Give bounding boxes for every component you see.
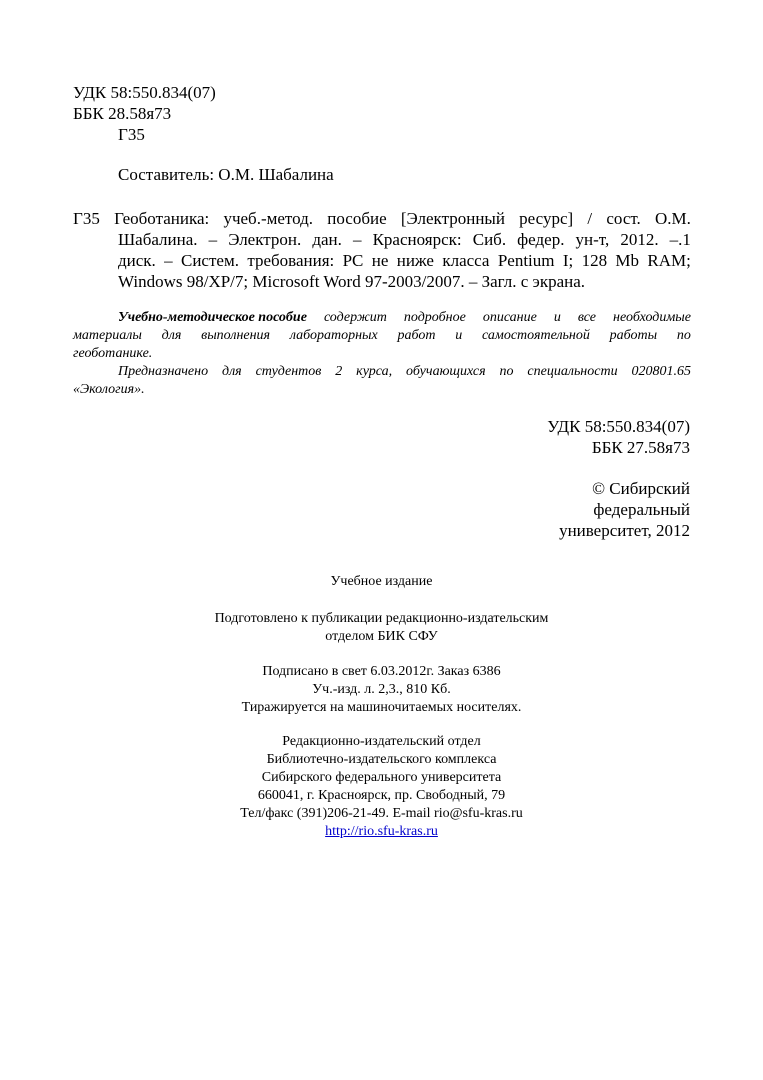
copyright-line-3: университет, 2012 xyxy=(559,521,690,540)
signed-line: Подписано в свет 6.03.2012г. Заказ 6386 xyxy=(262,664,501,679)
annotation-word: 2 xyxy=(335,364,343,379)
biblio-word: не xyxy=(371,251,389,270)
biblio-word: федер. xyxy=(517,230,565,249)
biblio-word: [Электронный xyxy=(400,209,505,228)
biblio-word: 2012. xyxy=(620,230,659,249)
annotation-word: и xyxy=(455,328,463,343)
biblio-word: Сиб. xyxy=(472,230,507,249)
biblio-word: Электрон. xyxy=(228,230,302,249)
copyright-line-1: © Сибирский xyxy=(592,479,690,498)
biblio-word: ресурс] xyxy=(519,209,574,228)
biblio-word: / xyxy=(587,209,593,228)
udc-block-right xyxy=(547,416,690,458)
biblio-word: PC xyxy=(342,251,364,270)
publication-block xyxy=(0,663,763,717)
biblio-word: 128 xyxy=(581,251,608,270)
author-sign: Г35 xyxy=(118,125,145,144)
annotation-text: «Экология». xyxy=(73,382,145,397)
annotation-word: студентов xyxy=(255,364,322,379)
biblio-word: Систем. xyxy=(181,251,239,270)
annotation-word: необходимые xyxy=(613,310,691,325)
annotation-line-1 xyxy=(73,309,691,327)
biblio-code: Г35 xyxy=(73,209,100,228)
annotation-word: Предназначено xyxy=(118,364,209,379)
publisher-address: 660041, г. Красноярск, пр. Свободный, 79 xyxy=(257,788,506,803)
compiler-line: Составитель: О.М. Шабалина xyxy=(118,165,334,184)
biblio-word: учеб.-метод. xyxy=(223,209,314,228)
annotation-word: описание xyxy=(482,310,537,325)
biblio-line-2 xyxy=(118,229,691,250)
annotation-line-5 xyxy=(73,381,691,399)
annotation-word: подробное xyxy=(403,310,466,325)
publisher-url-link[interactable]: http://rio.sfu-kras.ru xyxy=(325,824,438,839)
biblio-word: Шабалина. xyxy=(118,230,198,249)
annotation-bold-title: Учебно-методическое пособие xyxy=(118,310,307,325)
publisher-dept: Редакционно-издательский отдел xyxy=(282,734,481,749)
biblio-word: пособие xyxy=(327,209,387,228)
replication-line: Тиражируется на машиночитаемых носителях. xyxy=(241,700,522,715)
biblio-word: I; xyxy=(562,251,574,270)
bbk-code-right: ББК 27.58я73 xyxy=(591,438,690,457)
prepared-block xyxy=(0,610,763,646)
edition-type xyxy=(0,573,763,591)
biblio-word: О.М. xyxy=(655,209,691,228)
sheets-line: Уч.-изд. л. 2,3., 810 Кб. xyxy=(312,682,451,697)
publisher-block xyxy=(0,733,763,841)
biblio-word: Mb xyxy=(615,251,640,270)
annotation-word: выполнения xyxy=(201,328,271,343)
biblio-word: Геоботаника: xyxy=(114,209,210,228)
annotation xyxy=(73,309,691,399)
bibliographic-record xyxy=(73,208,691,292)
udc-code-right: УДК 58:550.834(07) xyxy=(547,417,690,436)
annotation-word: для xyxy=(221,364,242,379)
biblio-word: требования: xyxy=(247,251,335,270)
bbk-code: ББК 28.58я73 xyxy=(73,104,172,123)
annotation-word: по xyxy=(499,364,514,379)
biblio-line-1 xyxy=(73,208,691,229)
prepared-line-2: отделом БИК СФУ xyxy=(325,629,438,644)
copyright-block xyxy=(559,478,690,541)
annotation-word: работы xyxy=(609,328,658,343)
annotation-line-4 xyxy=(73,363,691,381)
biblio-word: – xyxy=(208,230,218,249)
annotation-text: геоботанике. xyxy=(73,346,153,361)
annotation-word: обучающихся xyxy=(406,364,486,379)
biblio-line-3 xyxy=(118,250,691,271)
udc-code: УДК 58:550.834(07) xyxy=(73,83,216,102)
annotation-line-2 xyxy=(73,327,691,345)
annotation-word: самостоятельной xyxy=(482,328,590,343)
annotation-word: материалы xyxy=(73,328,142,343)
biblio-word: класса xyxy=(442,251,490,270)
biblio-word: Красноярск: xyxy=(372,230,462,249)
biblio-line-4: Windows 98/XP/7; Microsoft Word 97-2003/2007. – Загл. с экрана. xyxy=(118,272,586,291)
biblio-word: – xyxy=(164,251,173,270)
udc-block-top xyxy=(73,82,216,145)
biblio-word: RAM; xyxy=(647,251,691,270)
annotation-line-3 xyxy=(73,345,691,363)
prepared-line-1: Подготовлено к публикации редакционно-издательским xyxy=(214,611,549,626)
biblio-word: сост. xyxy=(606,209,641,228)
biblio-word: диск. xyxy=(118,251,156,270)
biblio-word: – xyxy=(352,230,362,249)
biblio-word: дан. xyxy=(312,230,342,249)
biblio-word: ун-т, xyxy=(575,230,610,249)
publisher-complex: Библиотечно-издательского комплекса xyxy=(266,752,497,767)
annotation-word: все xyxy=(577,310,597,325)
annotation-word: для xyxy=(161,328,182,343)
biblio-word: –.1 xyxy=(669,230,691,249)
annotation-word: содержит xyxy=(323,310,387,325)
edition-type-text: Учебное издание xyxy=(330,574,433,589)
biblio-continuation xyxy=(73,229,691,292)
publisher-contacts: Тел/факс (391)206-21-49. E-mail rio@sfu-kras.ru xyxy=(240,806,523,821)
annotation-word: и xyxy=(553,310,561,325)
annotation-word: 020801.65 xyxy=(631,364,691,379)
publisher-university: Сибирского федерального университета xyxy=(261,770,502,785)
annotation-word: работ xyxy=(397,328,436,343)
annotation-word: по xyxy=(676,328,691,343)
annotation-word: специальности xyxy=(527,364,618,379)
biblio-word: Pentium xyxy=(497,251,555,270)
biblio-word: ниже xyxy=(396,251,434,270)
annotation-word: курса, xyxy=(356,364,393,379)
copyright-line-2: федеральный xyxy=(593,500,690,519)
annotation-word: лабораторных xyxy=(289,328,378,343)
